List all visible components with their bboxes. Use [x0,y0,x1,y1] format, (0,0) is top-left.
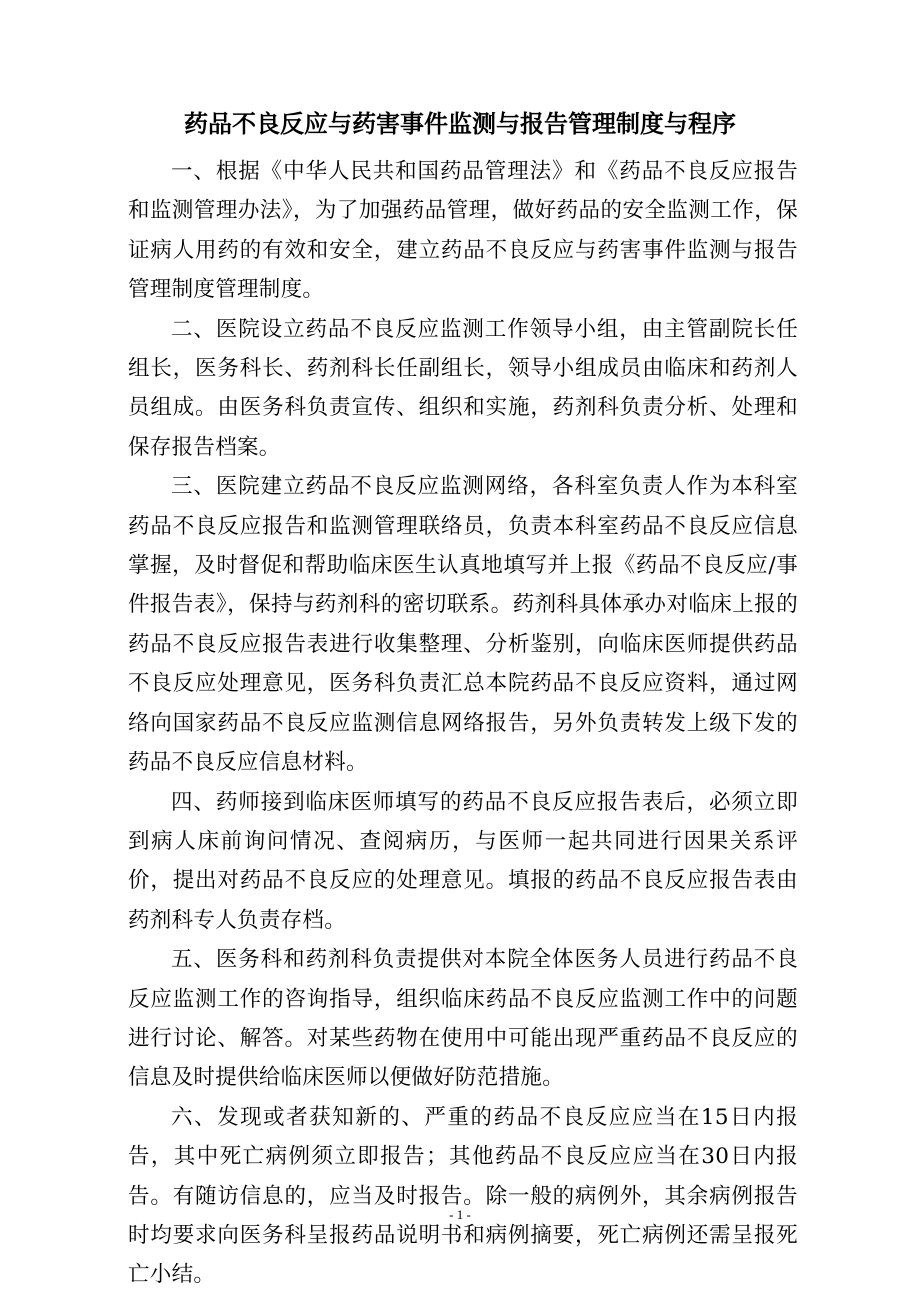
paragraph-4: 四、药师接到临床医师填写的药品不良反应报告表后，必须立即到病人床前询问情况、查阅病历，与医师一起共同进行因果关系评价，提出对药品不良反应的处理意见。填报的药品不良反应报告表由药剂科专人负责存档。 [128,789,798,933]
paragraph-6: 六、发现或者获知新的、严重的药品不良反应应当在15日内报告，其中死亡病例须立即报告；其他药品不良反应应当在30日内报告。有随访信息的，应当及时报告。除一般的病例外，其余病例报告时均要求向医务科呈报药品说明书和病例摘要，死亡病例还需呈报死亡小结。 [128,1104,798,1288]
document-title: 药品不良反应与药害事件监测与报告管理制度与程序 [184,110,736,138]
paragraph-2: 二、医院设立药品不良反应监测工作领导小组，由主管副院长任组长，医务科长、药剂科长任副组长，领导小组成员由临床和药剂人员组成。由医务科负责宣传、组织和实施，药剂科负责分析、处理和保存报告档案。 [128,316,798,460]
paragraph-1: 一、根据《中华人民共和国药品管理法》和《药品不良反应报告和监测管理办法》，为了加强药品管理，做好药品的安全监测工作，保证病人用药的有效和安全，建立药品不良反应与药害事件监测与报告管理制度管理制度。 [128,159,798,303]
paragraph-5: 五、医务科和药剂科负责提供对本院全体医务人员进行药品不良反应监测工作的咨询指导，组织临床药品不良反应监测工作中的问题进行讨论、解答。对某些药物在使用中可能出现严重药品不良反应的信息及时提供给临床医师以便做好防范措施。 [128,947,798,1091]
page-number: - 1 - [449,1207,471,1222]
document-body [128,152,798,1295]
paragraph-3: 三、医院建立药品不良反应监测网络，各科室负责人作为本科室药品不良反应报告和监测管理联络员，负责本科室药品不良反应信息掌握，及时督促和帮助临床医生认真地填写并上报《药品不良反应/事件报告表》，保持与药剂科的密切联系。药剂科具体承办对临床上报的药品不良反应报告表进行收集整理、分析鉴别，向临床医师提供药品不良反应处理意见，医务科负责汇总本院药品不良反应资料，通过网络向国家药品不良反应监测信息网络报告，另外负责转发上级下发的药品不良反应信息材料。 [128,474,798,776]
